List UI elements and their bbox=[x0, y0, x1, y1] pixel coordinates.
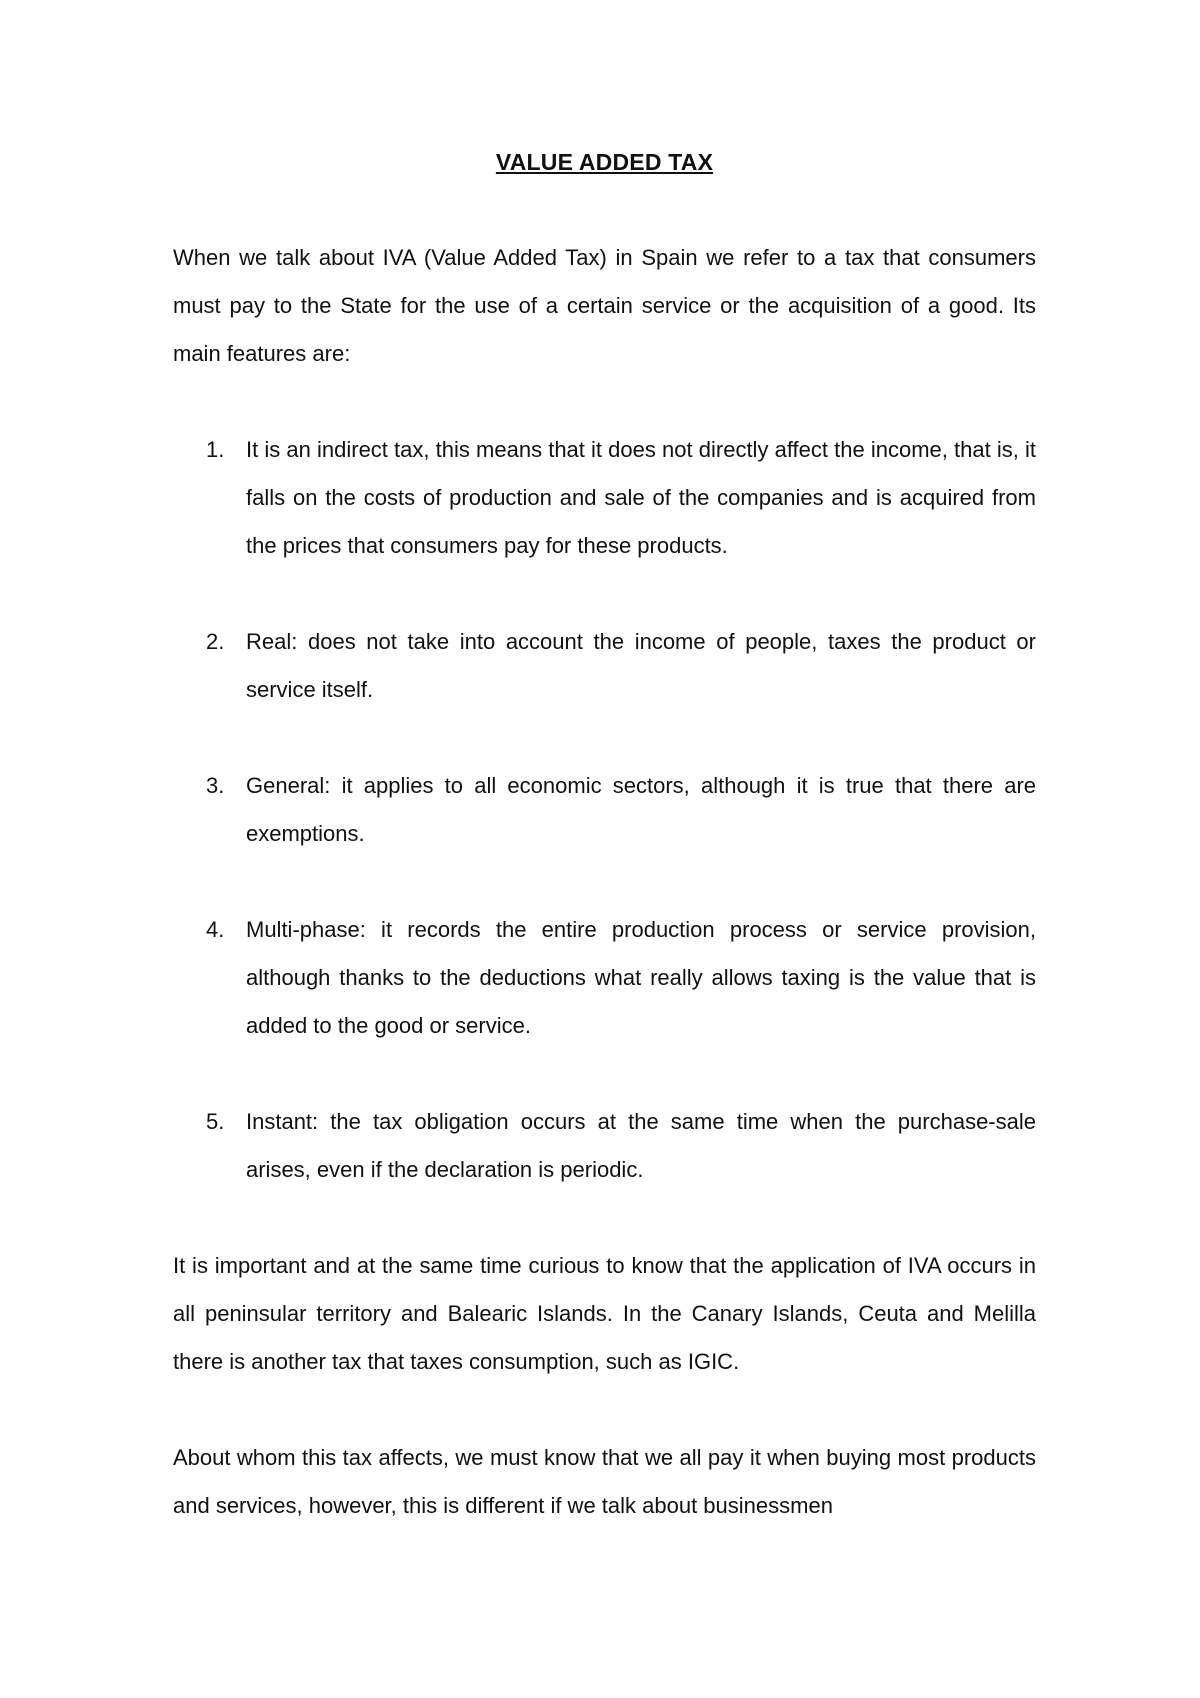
list-item-text: Instant: the tax obligation occurs at the same time when the purchase-sale arises, even if the declaration is periodic. bbox=[246, 1109, 1036, 1182]
document-title: VALUE ADDED TAX bbox=[495, 149, 714, 175]
list-item-number: 2. bbox=[206, 629, 225, 654]
features-list bbox=[173, 426, 1036, 1194]
list-item bbox=[173, 618, 1036, 714]
spacer bbox=[173, 1194, 1036, 1242]
list-item-text: It is an indirect tax, this means that it does not directly affect the income, that is, it falls on the costs of production and sale of the companies and is acquired from the prices that consumers pay for these products. bbox=[246, 437, 1036, 558]
list-item bbox=[173, 906, 1036, 1050]
list-item-number: 1. bbox=[206, 437, 225, 462]
list-item-number: 5. bbox=[206, 1109, 225, 1134]
spacer bbox=[173, 378, 1036, 426]
list-item-number: 3. bbox=[206, 773, 225, 798]
list-item bbox=[173, 426, 1036, 570]
intro-paragraph: When we talk about IVA (Value Added Tax) in Spain we refer to a tax that consumers must pay to the State for the use of a certain service or the acquisition of a good. Its main features are: bbox=[173, 245, 1036, 366]
list-item-number: 4. bbox=[206, 917, 225, 942]
list-item bbox=[173, 762, 1036, 858]
document-content bbox=[173, 138, 1036, 1530]
spacer bbox=[173, 1386, 1036, 1434]
list-item bbox=[173, 1098, 1036, 1194]
whom-paragraph: About whom this tax affects, we must know that we all pay it when buying most products and services, however, this is different if we talk about businessmen bbox=[173, 1445, 1036, 1518]
territory-paragraph: It is important and at the same time curious to know that the application of IVA occurs in all peninsular territory and Balearic Islands. In the Canary Islands, Ceuta and Melilla there is another tax that taxes consumption, such as IGIC. bbox=[173, 1253, 1036, 1374]
list-item-text: Real: does not take into account the income of people, taxes the product or service itself. bbox=[246, 629, 1036, 702]
list-item-text: General: it applies to all economic sectors, although it is true that there are exemptions. bbox=[246, 773, 1036, 846]
list-item-text: Multi-phase: it records the entire production process or service provision, although thanks to the deductions what really allows taxing is the value that is added to the good or service. bbox=[246, 917, 1036, 1038]
